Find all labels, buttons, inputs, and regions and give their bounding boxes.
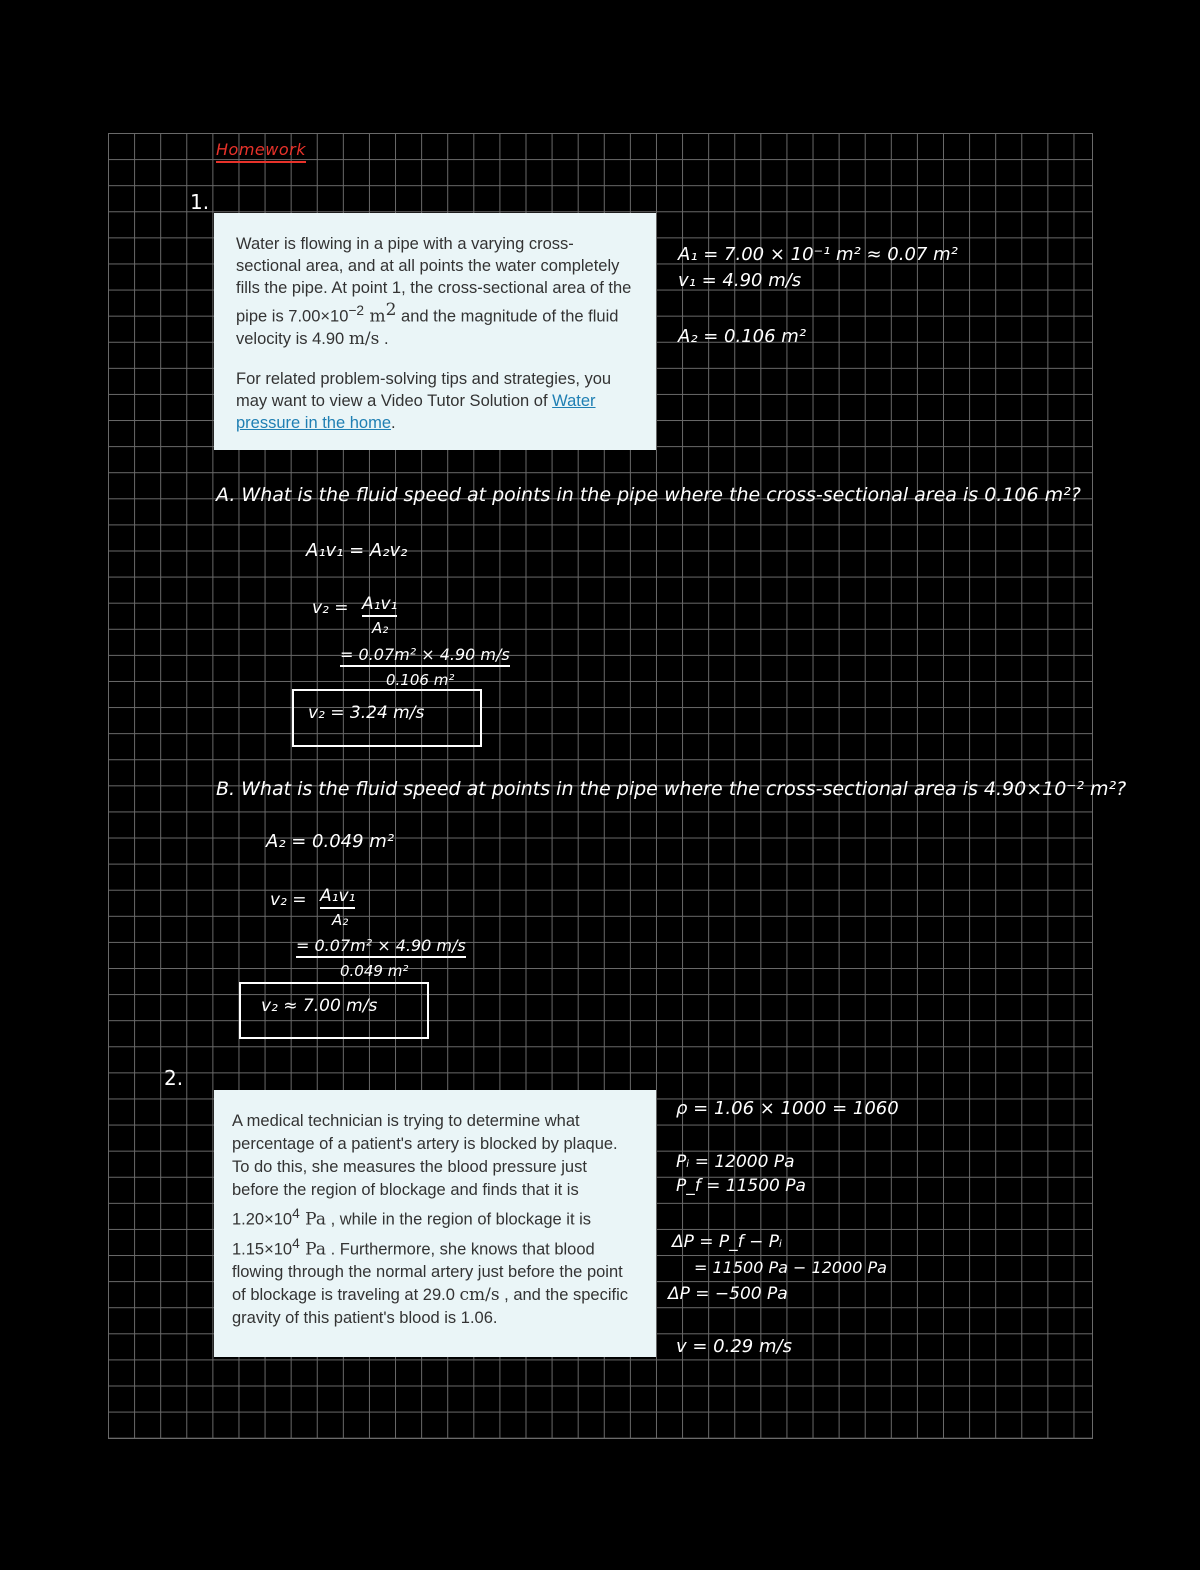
part-b-answer: v₂ ≈ 7.00 m/s (261, 996, 378, 1016)
pressure-difference-result: ΔP = −500 Pa (668, 1284, 788, 1304)
pressure-1-value: 1.20×10 (232, 1210, 293, 1229)
part-b-question: B. What is the fluid speed at points in the pipe where the cross-sectional area is 4.90×10⁻² m²? (216, 778, 1127, 800)
problem-1-text-c: . (379, 329, 389, 348)
pressure-difference-formula: ΔP = P_f − Pᵢ (672, 1232, 783, 1252)
problem-2-number: 2. (164, 1066, 184, 1090)
problem-1-text-b: and the magnitude of the fluid velocity is 4.90 (236, 307, 619, 348)
problem-1-paragraph-2 (236, 368, 634, 434)
part-b-answer-box (239, 982, 429, 1039)
pressure-2-unit: Pa (299, 1239, 326, 1259)
part-a-fraction-numerator: A₁v₁ (362, 594, 397, 617)
part-a-answer-box (292, 689, 482, 747)
problem-2-text-d: , and the specific gravity of this patient's blood is 1.06. (232, 1286, 628, 1327)
area-unit-exponent: 2 (385, 300, 397, 320)
part-a-answer: v₂ = 3.24 m/s (308, 703, 425, 723)
initial-velocity: v = 0.29 m/s (676, 1336, 792, 1357)
video-tutor-link[interactable]: Water pressure in the home (236, 391, 596, 432)
pressure-1-exponent: 4 (292, 1206, 300, 1221)
part-b-area-given: A₂ = 0.049 m² (266, 831, 395, 852)
problem-2-statement-box (214, 1090, 656, 1357)
pressure-difference-substitution: = 11500 Pa − 12000 Pa (694, 1258, 887, 1277)
problem-1-statement-box (214, 213, 656, 450)
problem-1-text-a: Water is flowing in a pipe with a varying cross-sectional area, and at all points the water completely fills the pipe. At point 1, the cross-sectional area of the pipe is (236, 235, 632, 326)
part-a-continuity-eq: A₁v₁ = A₂v₂ (306, 540, 408, 561)
homework-title: Homework (216, 140, 306, 163)
part-a-substitution-numerator: = 0.07m² × 4.90 m/s (340, 645, 510, 667)
part-a-v2-label: v₂ = (312, 598, 349, 618)
part-a-substitution-denominator: 0.106 m² (386, 671, 455, 689)
given-v1: v₁ = 4.90 m/s (678, 270, 802, 291)
speed-unit: cm/s (459, 1285, 500, 1305)
part-b-v2-label: v₂ = (270, 890, 307, 910)
problem-1-paragraph-1 (236, 233, 634, 350)
initial-pressure: Pᵢ = 12000 Pa (676, 1152, 795, 1172)
problem-2-text-c: . Furthermore, she knows that blood flowing through the normal artery just before the point of blockage is traveling at 29.0 (232, 1240, 623, 1304)
part-b-fraction-numerator: A₁v₁ (320, 886, 355, 909)
final-pressure: P_f = 11500 Pa (676, 1176, 806, 1196)
part-b-substitution-denominator: 0.049 m² (340, 962, 409, 980)
pressure-2-value: 1.15×10 (232, 1240, 293, 1258)
part-b-fraction-denominator: A₂ (332, 911, 349, 929)
problem-1-tips-text: For related problem-solving tips and strategies, you may want to view a Video Tutor Solution of (236, 369, 612, 410)
given-a1: A₁ = 7.00 × 10⁻¹ m² ≈ 0.07 m² (678, 244, 958, 265)
area-value: 7.00×10 (288, 307, 349, 326)
problem-1-number: 1. (190, 190, 210, 214)
problem-2-text-b: , while in the region of blockage it is (325, 1210, 592, 1229)
part-b-substitution-numerator: = 0.07m² × 4.90 m/s (296, 936, 466, 958)
part-a-fraction-denominator: A₂ (372, 619, 389, 637)
pressure-1-unit: Pa (299, 1209, 326, 1230)
problem-2-text-a: A medical technician is trying to determine what percentage of a patient's artery is blocked by plaque. To do this, she measures the blood pressure just before the region of blockage and finds that it is (232, 1112, 618, 1199)
density-calc: ρ = 1.06 × 1000 = 1060 (676, 1098, 899, 1119)
pressure-2-exponent: 4 (292, 1235, 300, 1251)
area-unit: m (364, 306, 386, 327)
part-a-question: A. What is the fluid speed at points in the pipe where the cross-sectional area is 0.106 m²? (216, 484, 1081, 506)
given-a2: A₂ = 0.106 m² (678, 326, 807, 347)
problem-1-tips-end: . (391, 413, 396, 432)
velocity-unit: m/s (348, 328, 380, 349)
area-exponent: −2 (348, 303, 365, 318)
